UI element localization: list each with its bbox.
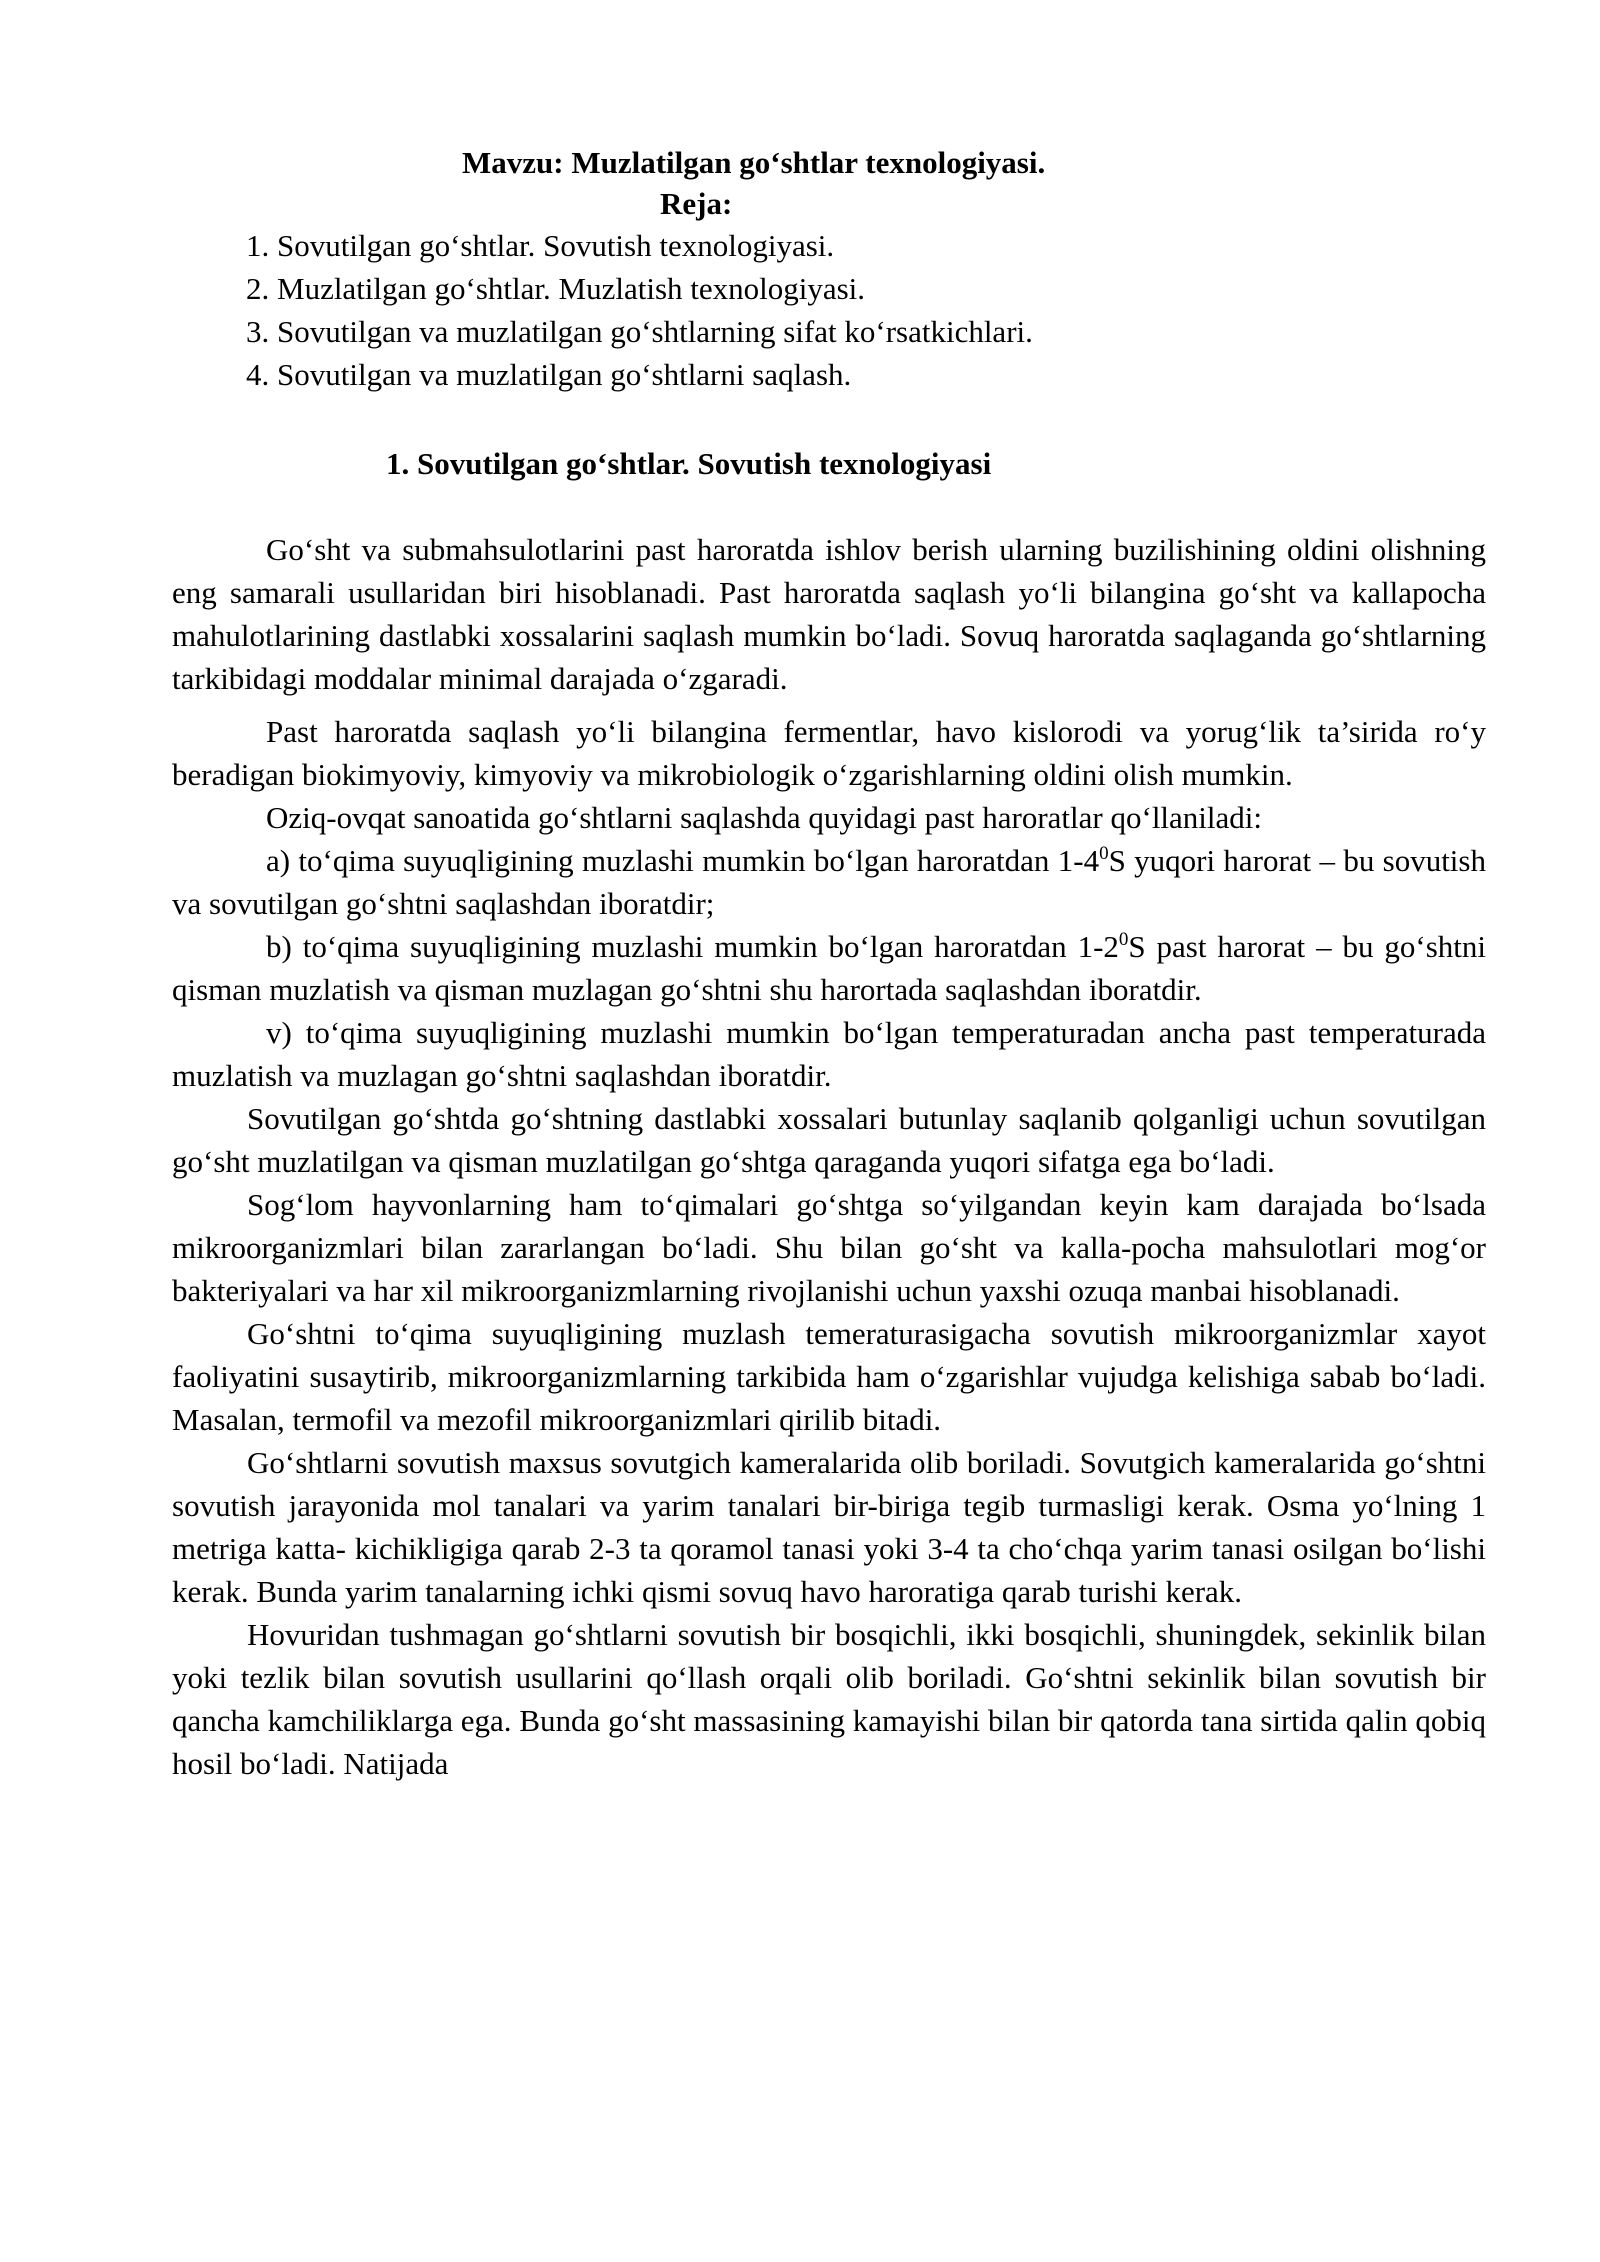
degree-superscript: 0 [1099,843,1109,864]
list-item-a [172,839,1486,925]
plan-item: 2. Muzlatilgan go‘shtlar. Muzlatish texnologiyasi. [246,271,866,306]
item-a-text: a) to‘qima suyuqligining muzlashi mumkin bo‘lgan haroratdan 1-4 [266,843,1100,878]
paragraph: Oziq-ovqat sanoatida go‘shtlarni saqlashda quyidagi past haroratlar qo‘llaniladi: [266,800,1263,835]
paragraph: Past haroratda saqlash yo‘li bilangina fermentlar, havo kislorodi va yorug‘lik ta’sirida ro‘y beradigan biokimyoviy, kimyoviy va mikrobiologik o‘zgarishlarning oldini olish mumkin. [172,714,1486,792]
plan-item: 4. Sovutilgan va muzlatilgan go‘shtlarni saqlash. [246,357,852,392]
document-body [172,528,1486,1785]
paragraph: Sovutilgan go‘shtda go‘shtning dastlabki xossalari butunlay saqlanib qolganligi uchun sovutilgan go‘sht muzlatilgan va qisman muzlatilgan go‘shtga qaraganda yuqori sifatga ega bo‘ladi. [172,1101,1486,1179]
item-b-text-end: S past harorat – bu go‘shtni qisman muzlatish va qisman muzlagan go‘shtni shu harortada saqlashdan iboratdir. [172,929,1486,1007]
paragraph: Hovuridan tushmagan go‘shtlarni sovutish bir bosqichli, ikki bosqichli, shuningdek, sekinlik bilan yoki tezlik bilan sovutish usullarini qo‘llash orqali olib boriladi. Go‘shtni sekinlik bilan sovutish bir qancha kamchiliklarga ega. Bunda go‘sht massasining kamayishi bilan bir qatorda tana sirtida qalin qobiq hosil bo‘ladi. Natijada [172,1617,1486,1781]
list-item-v: v) to‘qima suyuqligining muzlashi mumkin bo‘lgan temperaturadan ancha past temperaturada muzlatish va muzlagan go‘shtni saqlashdan iboratdir. [172,1015,1486,1093]
plan-item: 1. Sovutilgan go‘shtlar. Sovutish texnologiyasi. [246,228,835,263]
paragraph: Go‘shtlarni sovutish maxsus sovutgich kameralarida olib boriladi. Sovutgich kameralarida go‘shtni sovutish jarayonida mol tanalari va yarim tanalari bir-biriga tegib turmasligi kerak. Osma yo‘lning 1 metriga katta- kichikligiga qarab 2-3 ta qoramol tanasi yoki 3-4 ta cho‘chqa yarim tanasi osilgan bo‘lishi kerak. Bunda yarim tanalarning ichki qismi sovuq havo haroratiga qarab turishi kerak. [172,1445,1486,1609]
paragraph: Go‘shtni to‘qima suyuqligining muzlash temeraturasigacha sovutish mikroorganizmlar xayot faoliyatini susaytirib, mikroorganizmlarning tarkibida ham o‘zgarishlar vujudga kelishiga sabab bo‘ladi. Masalan, termofil va mezofil mikroorganizmlari qirilib bitadi. [172,1316,1486,1437]
plan-item: 3. Sovutilgan va muzlatilgan go‘shtlarning sifat ko‘rsatkichlari. [246,314,1033,349]
plan-heading: Reja: [660,186,733,221]
item-b-text: b) to‘qima suyuqligining muzlashi mumkin bo‘lgan haroratdan 1-2 [266,929,1119,964]
list-item-b [172,925,1486,1011]
paragraph: Sog‘lom hayvonlarning ham to‘qimalari go‘shtga so‘yilgandan keyin kam darajada bo‘lsada mikroorganizmlari bilan zararlangan bo‘ladi. Shu bilan go‘sht va kalla-pocha mahsulotlari mog‘or bakteriyalari va har xil mikroorganizmlarning rivojlanishi uchun yaxshi ozuqa manbai hisoblanadi. [172,1187,1486,1308]
document-title: Mavzu: Muzlatilgan go‘shtlar texnologiyasi. [462,145,1046,180]
item-a-text-end: S yuqori harorat – bu sovutish va sovutilgan go‘shtni saqlashdan iboratdir; [172,843,1486,921]
degree-superscript: 0 [1118,929,1129,950]
plan-list [246,224,1033,396]
section-heading: 1. Sovutilgan go‘shtlar. Sovutish texnologiyasi [386,446,992,481]
paragraph: Go‘sht va submahsulotlarini past haroratda ishlov berish ularning buzilishining oldini olishning eng samarali usullaridan biri hisoblanadi. Past haroratda saqlash yo‘li bilangina go‘sht va kallapocha mahulotlarining dastlabki xossalarini saqlash mumkin bo‘ladi. Sovuq haroratda saqlaganda go‘shtlarning tarkibidagi moddalar minimal darajada o‘zgaradi. [172,532,1486,696]
